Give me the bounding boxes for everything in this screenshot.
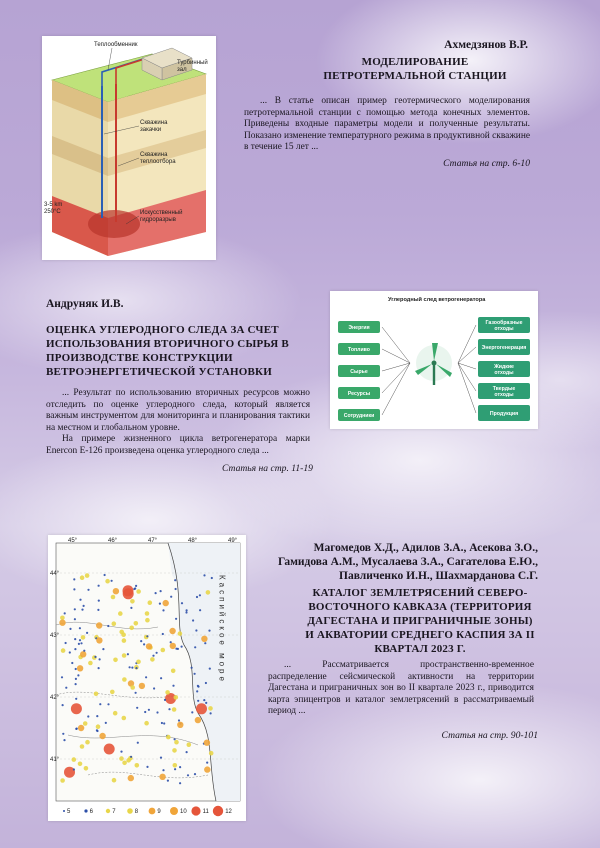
- epicenter-dot: [83, 605, 85, 607]
- epicenter-dot: [77, 665, 83, 671]
- label-injection-well: Скважина: [140, 120, 168, 126]
- epicenter-dot: [102, 648, 104, 650]
- epicenter-dot: [112, 778, 117, 783]
- epicenter-dot: [126, 758, 131, 763]
- epicenter-dot: [107, 703, 109, 705]
- epicenter-dot: [99, 733, 105, 739]
- epicenter-dot: [105, 722, 107, 724]
- epicenter-dot: [160, 757, 162, 759]
- output-box-2: [458, 361, 530, 377]
- epicenter-dot: [163, 722, 165, 724]
- epicenter-dot: [206, 762, 208, 764]
- article-3-page-ref[interactable]: Статья на стр. 90-101: [441, 730, 538, 741]
- epicenter-dot: [136, 707, 138, 709]
- epicenter-dot: [113, 588, 119, 594]
- epicenter-dot: [186, 609, 188, 611]
- epicenter-dot: [172, 685, 174, 687]
- epicenter-dot: [195, 717, 201, 723]
- epicenter-dot: [79, 639, 81, 641]
- legend-label: 10: [180, 809, 187, 815]
- article-2-abstract: [46, 388, 310, 458]
- legend-marker: [84, 809, 87, 812]
- epicenter-dot: [150, 657, 155, 662]
- lat-tick: 42°: [50, 695, 60, 701]
- epicenter-dot: [113, 658, 118, 663]
- output-box-1: [458, 339, 530, 363]
- epicenter-dot: [178, 719, 180, 721]
- epicenter-dot: [144, 711, 146, 713]
- lon-tick: 47°: [148, 538, 158, 544]
- epicenter-dot: [59, 620, 65, 626]
- epicenter-dot: [153, 687, 155, 689]
- epicenter-dot: [211, 577, 213, 579]
- epicenter-dot: [156, 652, 158, 654]
- epicenter-dot: [73, 578, 75, 580]
- epicenter-dot: [196, 690, 198, 692]
- label-turbine-2: зал: [177, 67, 187, 73]
- svg-text:отходы: отходы: [494, 370, 514, 376]
- epicenter-dot: [122, 716, 127, 721]
- epicenter-dot: [130, 599, 135, 604]
- legend-label: 5: [67, 809, 71, 815]
- article-2-page-ref[interactable]: Статья на стр. 11-19: [222, 463, 313, 474]
- epicenter-dot: [69, 651, 71, 653]
- epicenter-dot: [122, 638, 127, 643]
- svg-text:Продукция: Продукция: [489, 411, 519, 417]
- epicenter-dot: [99, 658, 101, 660]
- lon-tick: 45°: [68, 538, 78, 544]
- article-2-abstract-p2: На примере жизненного цикла ветрогенератора марки Enercon E-126 произведена оценка углеродного следа ...: [46, 434, 310, 456]
- epicenter-dot: [161, 648, 166, 653]
- legend-label: 12: [225, 809, 232, 815]
- epicenter-dot: [199, 609, 201, 611]
- epicenter-dot: [76, 728, 78, 730]
- article-1-title: МОДЕЛИРОВАНИЕ ПЕТРОТЕРМАЛЬНОЙ СТАНЦИИ: [323, 56, 507, 82]
- label-fracture: Искусственный: [140, 210, 183, 216]
- epicenter-dot: [144, 721, 149, 726]
- epicenter-dot: [194, 646, 196, 648]
- epicenter-dot: [69, 628, 71, 630]
- epicenter-dot: [75, 668, 77, 670]
- epicenter-dot: [205, 702, 207, 704]
- epicenter-dot: [74, 608, 76, 610]
- epicenter-dot: [192, 619, 194, 621]
- sea-label: Каспийское море: [217, 575, 227, 684]
- epicenter-dot: [181, 646, 183, 648]
- epicenter-dot: [179, 766, 181, 768]
- epicenter-dot: [64, 612, 66, 614]
- epicenter-dot: [129, 666, 131, 668]
- epicenter-dot: [135, 585, 137, 587]
- label-depth: 3-5 km: [44, 202, 63, 208]
- epicenter-dot: [73, 588, 75, 590]
- epicenter-dot: [96, 729, 98, 731]
- epicenter-dot: [85, 573, 90, 578]
- epicenter-dot: [136, 589, 141, 594]
- legend-marker: [213, 806, 223, 816]
- epicenter-dot: [146, 635, 148, 637]
- epicenter-dot: [175, 648, 177, 650]
- epicenter-dot: [122, 677, 127, 682]
- epicenter-dot: [206, 590, 211, 595]
- epicenter-dot: [96, 637, 102, 643]
- epicenter-dot: [174, 695, 179, 700]
- epicenter-dot: [152, 655, 154, 657]
- epicenter-dot: [130, 607, 132, 609]
- svg-text:Твердые: Твердые: [492, 386, 516, 392]
- epicenter-dot: [133, 588, 135, 590]
- legend-label: 8: [134, 809, 139, 815]
- epicenter-dot: [87, 589, 89, 591]
- epicenter-dot: [119, 756, 124, 761]
- epicenter-dot: [61, 676, 63, 678]
- epicenter-dot: [174, 768, 176, 770]
- legend-marker: [191, 806, 200, 815]
- epicenter-dot: [97, 609, 99, 611]
- epicenter-dot: [165, 690, 170, 695]
- epicenter-dot: [201, 636, 207, 642]
- svg-text:отходы: отходы: [494, 392, 514, 398]
- epicenter-dot: [186, 751, 188, 753]
- epicenter-dot: [168, 708, 170, 710]
- epicenter-dot: [87, 715, 89, 717]
- epicenter-dot: [134, 621, 139, 626]
- epicenter-dot: [118, 611, 123, 616]
- epicenter-dot: [130, 756, 132, 758]
- epicenter-dot: [74, 638, 76, 640]
- epicenter-dot: [164, 699, 166, 701]
- epicenter-dot: [111, 595, 116, 600]
- epicenter-dot: [135, 667, 137, 669]
- epicenter-dot: [74, 618, 76, 620]
- wind-turbine-icon: [415, 343, 452, 385]
- lat-tick: 43°: [50, 633, 60, 639]
- epicenter-dot: [174, 740, 179, 745]
- epicenter-dot: [170, 641, 172, 643]
- svg-text:Сырье: Сырье: [350, 369, 368, 375]
- geothermal-station-figure: [42, 36, 216, 260]
- epicenter-dot: [181, 602, 183, 604]
- svg-text:Топливо: Топливо: [348, 347, 370, 353]
- svg-text:Энергогенерация: Энергогенерация: [481, 345, 527, 351]
- epicenter-dot: [203, 574, 205, 576]
- epicenter-dot: [75, 678, 77, 680]
- lat-tick: 44°: [50, 571, 60, 577]
- epicenter-dot: [162, 609, 164, 611]
- epicenter-dot: [81, 635, 86, 640]
- epicenter-dot: [73, 768, 75, 770]
- epicenter-dot: [98, 667, 100, 669]
- epicenter-dot: [98, 600, 100, 602]
- svg-text:Газообразные: Газообразные: [485, 320, 523, 326]
- epicenter-dot: [179, 782, 181, 784]
- epicenter-dot: [155, 592, 157, 594]
- epicenter-dot: [160, 590, 162, 592]
- label-heat-exchanger: Теплообменник: [94, 42, 138, 48]
- epicenter-dot: [148, 600, 153, 605]
- article-1-abstract: ... В статье описан пример геотермического моделирования петротермальной станции с помощью метода конечных элементов. Приведены входные параметры модели и полученные результаты. Показано изменение температурного режима в продуктивной скважине в течение 15 лет ...: [244, 96, 530, 153]
- lat-tick: 41°: [50, 757, 60, 763]
- legend-marker: [170, 807, 178, 815]
- epicenter-dot: [145, 618, 150, 623]
- epicenter-dot: [156, 711, 158, 713]
- geothermal-block-diagram: [42, 36, 216, 260]
- legend-marker: [106, 809, 110, 813]
- epicenter-dot: [96, 622, 102, 628]
- epicenter-dot: [107, 625, 109, 627]
- epicenter-dot: [79, 627, 81, 629]
- epicenter-dot: [136, 660, 141, 665]
- epicenter-dot: [85, 740, 90, 745]
- epicenter-dot: [208, 706, 213, 711]
- svg-text:Сотрудники: Сотрудники: [343, 413, 375, 419]
- epicenter-dot: [65, 642, 67, 644]
- epicenter-dot: [205, 682, 207, 684]
- epicenter-dot: [104, 574, 106, 576]
- epicenter-dot: [208, 630, 210, 632]
- article-1-page-ref[interactable]: Статья на стр. 6-10: [443, 158, 530, 169]
- epicenter-dot: [197, 686, 199, 688]
- epicenter-dot: [65, 687, 67, 689]
- epicenter-dot: [166, 735, 171, 740]
- epicenter-dot: [98, 585, 100, 587]
- epicenter-dot: [204, 642, 206, 644]
- epicenter-dot: [175, 618, 177, 620]
- epicenter-dot: [122, 653, 127, 658]
- epicenter-dot: [78, 725, 84, 731]
- label-fracture-2: гидроразрыв: [140, 217, 176, 223]
- epicenter-dot: [146, 766, 148, 768]
- earthquake-epicenter-map: [48, 535, 246, 821]
- epicenter-dot: [104, 744, 115, 755]
- label-production-well: Скважина: [140, 152, 168, 158]
- epicenter-dot: [96, 715, 98, 717]
- lon-tick: 46°: [108, 538, 118, 544]
- svg-text:Ресурсы: Ресурсы: [347, 391, 371, 397]
- epicenter-dot: [210, 712, 212, 714]
- epicenter-dot: [159, 774, 165, 780]
- epicenter-dot: [171, 669, 176, 674]
- epicenter-dot: [196, 703, 207, 714]
- lon-tick: 48°: [188, 538, 198, 544]
- epicenter-dot: [174, 738, 176, 740]
- legend-label: 7: [112, 809, 116, 815]
- legend-label: 9: [157, 809, 161, 815]
- epicenter-dot: [119, 630, 124, 635]
- epicenter-dot: [178, 631, 183, 636]
- label-turbine: Турбинный: [177, 60, 208, 66]
- epicenter-dot: [187, 742, 192, 747]
- epicenter-dot: [99, 703, 101, 705]
- epicenter-dot: [63, 739, 65, 741]
- epicenter-dot: [77, 674, 79, 676]
- legend-marker: [149, 808, 156, 815]
- epicenter-dot: [177, 722, 183, 728]
- epicenter-dot: [163, 600, 169, 606]
- svg-text:Энергия: Энергия: [348, 325, 370, 331]
- epicenter-dot: [62, 733, 64, 735]
- epicenter-dot: [170, 643, 176, 649]
- input-box-1: [338, 343, 410, 363]
- epicenter-dot: [137, 742, 139, 744]
- epicenter-dot: [123, 585, 134, 596]
- epicenter-dot: [145, 676, 147, 678]
- epicenter-dot: [80, 642, 82, 644]
- epicenter-dot: [83, 721, 88, 726]
- carbon-footprint-figure: [330, 291, 538, 429]
- epicenter-dot: [140, 640, 142, 642]
- epicenter-dot: [172, 748, 177, 753]
- epicenter-dot: [135, 763, 140, 768]
- epicenter-dot: [173, 763, 178, 768]
- epicenter-dot: [195, 629, 197, 631]
- epicenter-dot: [204, 740, 210, 746]
- epicenter-dot: [62, 704, 64, 706]
- diagram-title: Углеродный след ветрогенератора: [388, 297, 486, 303]
- epicenter-dot: [94, 656, 96, 658]
- epicenter-dot: [120, 751, 122, 753]
- epicenter-dot: [143, 643, 145, 645]
- epicenter-dot: [148, 709, 150, 711]
- epicenter-dot: [130, 685, 135, 690]
- epicenter-dot: [191, 711, 193, 713]
- legend-label: 6: [89, 809, 93, 815]
- epicenter-dot: [209, 668, 211, 670]
- carbon-footprint-diagram: [330, 291, 538, 429]
- input-box-0: [338, 321, 410, 363]
- epicenter-dot: [60, 616, 65, 621]
- epicenter-dot: [174, 579, 176, 581]
- epicenter-dot: [71, 662, 73, 664]
- epicenter-dot: [196, 596, 198, 598]
- epicenter-dot: [161, 722, 163, 724]
- epicenter-dot: [172, 707, 177, 712]
- svg-text:Жидкие: Жидкие: [494, 364, 514, 370]
- epicenter-dot: [96, 724, 101, 729]
- epicenter-dot: [146, 643, 152, 649]
- epicenter-dot: [187, 774, 189, 776]
- lon-tick: 49°: [228, 538, 238, 544]
- epicenter-dot: [160, 677, 162, 679]
- epicenter-dot: [75, 683, 77, 685]
- epicenter-dot: [194, 673, 196, 675]
- label-temperature: 250°C: [44, 209, 61, 215]
- epicenter-dot: [88, 661, 93, 666]
- epicenter-dot: [162, 769, 164, 771]
- svg-text:отходы: отходы: [494, 326, 514, 332]
- epicenter-dot: [203, 699, 205, 701]
- epicenter-dot: [86, 632, 88, 634]
- article-2-title: ОЦЕНКА УГЛЕРОДНОГО СЛЕДА ЗА СЧЕТ ИСПОЛЬЗОВАНИЯ ВТОРИЧНОГО СЫРЬЯ В ПРОИЗВОДСТВЕ КОНСТРУКЦИИ ВЕТРОЭНЕРГЕТИЧЕСКОЙ УСТАНОВКИ: [46, 324, 289, 378]
- epicenter-dot: [64, 767, 75, 778]
- epicenter-dot: [204, 766, 210, 772]
- epicenter-dot: [113, 711, 118, 716]
- epicenter-dot: [122, 761, 127, 766]
- epicenter-dot: [80, 575, 85, 580]
- epicenter-dot: [94, 692, 99, 697]
- label-production-well-2: теплоотбора: [140, 159, 176, 165]
- epicenter-dot: [162, 633, 164, 635]
- epicenter-dot: [111, 580, 113, 582]
- earthquake-map-figure: [48, 535, 246, 821]
- epicenter-dot: [112, 621, 117, 626]
- epicenter-dot: [71, 703, 82, 714]
- epicenter-dot: [135, 692, 137, 694]
- article-3-abstract: ... Рассматривается пространственно-временное распределение сейсмической активности на территории Дагестана и приграничных зон во II квартале 2023 г., приводится карта эпицентров и каталог землетрясений в рассматриваемый период ...: [268, 660, 534, 717]
- epicenter-dot: [175, 588, 177, 590]
- epicenter-dot: [83, 650, 85, 652]
- epicenter-dot: [170, 596, 172, 598]
- epicenter-dot: [110, 690, 115, 695]
- epicenter-dot: [199, 594, 201, 596]
- epicenter-dot: [129, 626, 134, 631]
- epicenter-dot: [131, 667, 133, 669]
- article-3-title: КАТАЛОГ ЗЕМЛЕТРЯСЕНИЙ СЕВЕРО-ВОСТОЧНОГО КАВКАЗА (ТЕРРИТОРИЯ ДАГЕСТАНА И ПРИГРАНИЧНЫЕ ЗОНЫ) И АКВАТОРИИ СРЕДНЕГО КАСПИЯ ЗА II КВАРТАЛ 2023 Г.: [305, 587, 535, 655]
- epicenter-dot: [78, 643, 80, 645]
- epicenter-dot: [197, 700, 199, 702]
- epicenter-dot: [145, 611, 150, 616]
- epicenter-dot: [81, 609, 83, 611]
- epicenter-dot: [127, 653, 129, 655]
- article-3-authors: Магомедов Х.Д., Адилов З.А., Асекова З.О., Гамидова А.М., Мусалаева З.А., Сагателова Е.Ю., Павличенко И.Н., Шахмарданова С.Г.: [278, 542, 538, 582]
- epicenter-dot: [75, 698, 77, 700]
- legend-label: 11: [202, 809, 209, 815]
- epicenter-dot: [80, 744, 85, 749]
- epicenter-dot: [79, 599, 81, 601]
- epicenter-dot: [84, 766, 89, 771]
- epicenter-dot: [61, 648, 66, 653]
- article-2-abstract-p1: ... Результат по использованию вторичных ресурсов можно отследить по оценке углеродного следа, который является важным инструментом для мониторинга и планирования тактики на местном и глобальном уровне.: [46, 388, 310, 433]
- epicenter-dot: [128, 775, 134, 781]
- epicenter-dot: [78, 762, 83, 767]
- epicenter-dot: [159, 603, 161, 605]
- legend-marker: [127, 808, 133, 814]
- epicenter-dot: [80, 651, 86, 657]
- epicenter-dot: [139, 683, 145, 689]
- epicenter-dot: [60, 778, 65, 783]
- epicenter-dot: [209, 751, 214, 756]
- label-injection-well-2: закачки: [140, 127, 162, 133]
- article-2-author: Андруняк И.В.: [46, 298, 124, 310]
- epicenter-dot: [191, 667, 193, 669]
- epicenter-dot: [169, 628, 175, 634]
- epicenter-dot: [185, 611, 187, 613]
- epicenter-dot: [167, 780, 169, 782]
- epicenter-dot: [72, 757, 77, 762]
- epicenter-dot: [105, 579, 110, 584]
- epicenter-dot: [74, 648, 76, 650]
- epicenter-dot: [194, 773, 196, 775]
- legend-marker: [63, 810, 65, 812]
- article-1-author: Ахмедзянов В.Р.: [444, 39, 528, 51]
